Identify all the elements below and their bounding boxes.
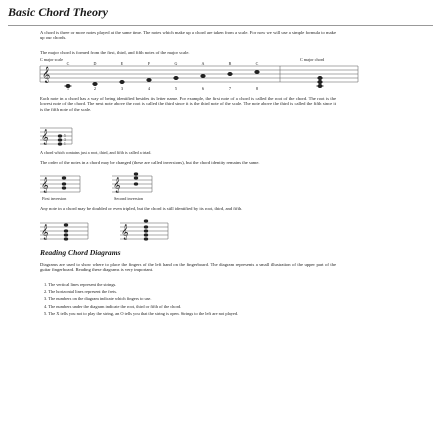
scale-degree-label: 3	[120, 86, 124, 91]
first-inversion-caption: First inversion	[42, 196, 67, 201]
scale-note-label: D	[93, 61, 97, 66]
scale-caption: C major scale	[40, 57, 64, 62]
svg-text:𝄞: 𝄞	[41, 178, 49, 193]
scale-degree-label: 2	[93, 86, 97, 91]
list-item: 5. The X tells you not to play the string, an O tells you that the string is open. Strings to the left are not played.	[44, 310, 239, 316]
svg-text:𝄞: 𝄞	[42, 67, 51, 83]
svg-text:𝄞: 𝄞	[113, 178, 121, 193]
chord-caption: C major chord	[300, 57, 325, 62]
scale-degree-label: 4	[147, 86, 151, 91]
doubling-paragraph: Any note in a chord may be doubled or even tripled, but the chord is still identified by its root, third, and fifth.	[40, 206, 243, 211]
scale-degree-label: 5	[174, 86, 178, 91]
second-inversion-caption: Second inversion	[114, 196, 143, 201]
diagram-paragraph: Diagrams are used to show where to place the fingers of the left hand on the fingerboard. The diagram represents a small illustration of the upper part of the guitar fingerboard. Reading these diagrams is very important.	[40, 262, 336, 273]
scale-note-label: E	[120, 61, 124, 66]
order-paragraph: The order of the notes in a chord may be changed (these are called inversions), but the chord identity remains the same.	[40, 160, 260, 165]
triad-staff	[40, 125, 80, 147]
scale-note-label: F	[147, 61, 151, 66]
scale-note-label: A	[201, 61, 205, 66]
scale-degree-label: 1	[66, 86, 70, 91]
chord-degree-label: 3	[64, 138, 66, 142]
scale-degree-label: 8	[255, 86, 259, 91]
page-title: Basic Chord Theory	[8, 5, 109, 19]
second-inversion-staff	[112, 173, 162, 195]
svg-text:𝄞: 𝄞	[121, 225, 129, 240]
list-item: 4. The numbers under the diagram indicate the root, third or fifth of the chord.	[44, 303, 182, 309]
doubled-staff-right	[120, 218, 180, 244]
first-inversion-staff	[40, 173, 90, 195]
scale-note-label: C	[255, 61, 259, 66]
scale-note-label: C	[66, 61, 70, 66]
scale-degree-label: 6	[201, 86, 205, 91]
scale-note-label: G	[174, 61, 178, 66]
doubled-staff-left	[40, 218, 100, 244]
scale-note-label: B	[228, 61, 232, 66]
inversion-paragraph: Each note in a chord has a way of being identified besides its letter name. For example, the first note of a chord is called the root of the chord. The root is the lowest note of the chord. The next note above the root is called the third since it is the third note of the scale. The note above the third is called the fifth since it is the fifth note of the scale.	[40, 96, 336, 112]
list-item: 1. The vertical lines represent the strings.	[44, 282, 117, 287]
scale-degree-label: 7	[228, 86, 232, 91]
triad-caption: A chord which contains just a root, third, and fifth is called a triad.	[40, 150, 152, 155]
svg-text:𝄞: 𝄞	[41, 130, 49, 145]
chord-degree-label: 5	[64, 134, 66, 138]
intro-paragraph: A chord is three or more notes played at the same time. The notes which make up a chord are taken from a scale. For now we will use a simple formula to make up our chords.	[40, 30, 336, 41]
chord-degree-label: 1	[64, 142, 66, 146]
list-item: 3. The numbers on the diagram indicate which fingers to use.	[44, 296, 152, 302]
section-heading: Reading Chord Diagrams	[40, 248, 121, 257]
title-rule	[8, 25, 433, 26]
svg-text:𝄞: 𝄞	[41, 225, 49, 240]
diagram-rules-list	[40, 282, 336, 318]
list-item: 2. The horizontal lines represent the frets.	[44, 289, 118, 295]
scale-staff	[40, 62, 370, 90]
major-formula-paragraph: The major chord is formed from the first, third, and fifth notes of the major scale.	[40, 50, 190, 55]
